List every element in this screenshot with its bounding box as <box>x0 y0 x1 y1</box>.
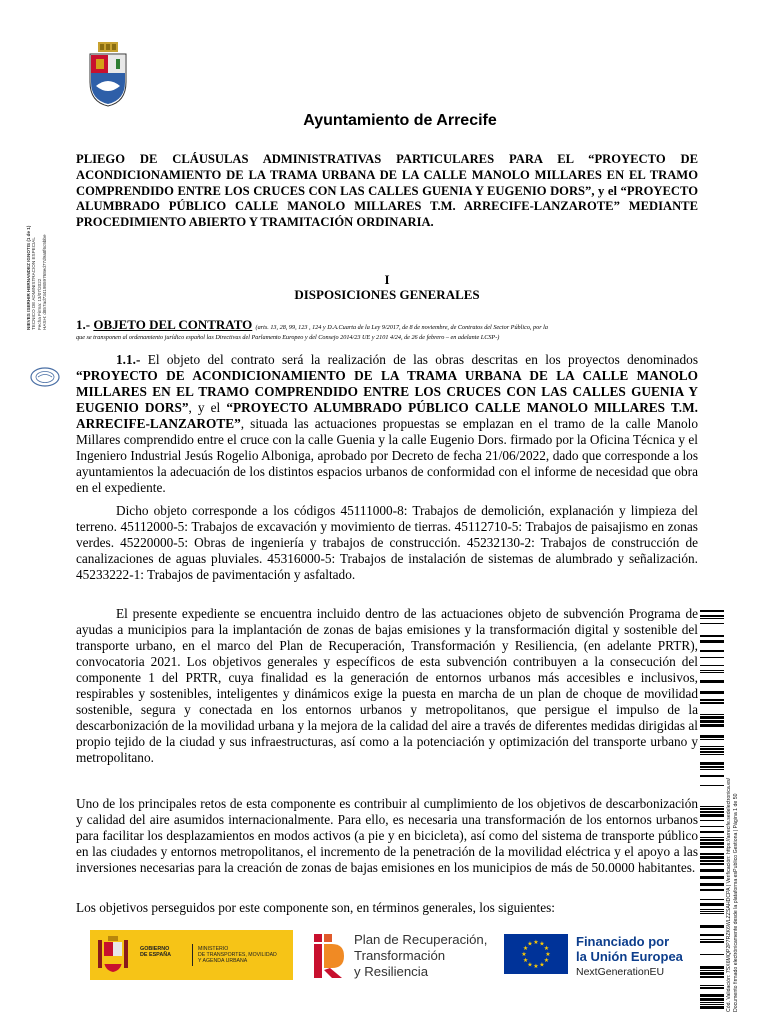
clause-legal-reference: (arts. 13, 28, 99, 123 , 124 y D.A.Cuarta de la Ley 9/2017, de 8 de noviembre, de Contratos del Sector Público, por la <box>255 324 548 331</box>
prtr-line: y Resiliencia <box>354 964 429 979</box>
min-line: Y AGENDA URBANA <box>198 958 248 965</box>
eu-flag-icon <box>504 934 568 974</box>
barcode-bar <box>700 702 724 704</box>
barcode-bar <box>700 899 724 900</box>
paragraph-objectives-intro: Los objetivos perseguidos por este componente son, en términos generales, los siguientes: <box>76 900 555 915</box>
eu-star-icon: ★ <box>521 952 527 958</box>
min-line: MINISTERIO <box>198 946 229 952</box>
eu-star-icon: ★ <box>533 940 539 946</box>
barcode-bar <box>700 808 724 810</box>
paragraph-number: 1.1.- <box>116 352 141 367</box>
validation-barcode <box>700 610 724 1012</box>
barcode-bar <box>700 831 724 833</box>
clause-title: OBJETO DEL CONTRATO <box>93 317 253 332</box>
divider <box>192 944 193 966</box>
eu-funding-logo <box>504 930 700 982</box>
arrecife-crest-icon <box>86 42 130 108</box>
barcode-bar <box>700 842 724 845</box>
prtr-line: Transformación <box>354 948 446 963</box>
project-name-1: “PROYECTO DE ACONDICIONAMIENTO DE LA TRAMA URBANA DE LA CALLE MANOLO MILLARES EN EL TRAMO COMPRENDIDO ENTRE LOS CRUCES CON LAS CALLES GUENIA Y EUGENIO DORS” <box>76 368 698 415</box>
barcode-bar <box>700 853 724 855</box>
barcode-bar <box>700 665 724 666</box>
barcode-bar <box>700 863 724 865</box>
section-title: DISPOSICIONES GENERALES <box>294 287 480 302</box>
eu-star-icon: ★ <box>533 964 539 970</box>
signature-seal-icon <box>29 366 61 388</box>
paragraph-text: , y el <box>188 400 227 415</box>
prtr-r-icon <box>312 932 348 980</box>
barcode-bar <box>700 998 724 1001</box>
paragraph-1-1 <box>76 352 698 496</box>
eu-star-icon: ★ <box>527 941 533 948</box>
barcode-bar <box>700 970 724 971</box>
barcode-bar <box>700 720 724 723</box>
validation-text <box>726 612 739 1012</box>
barcode-bar <box>700 623 724 624</box>
eu-star-icon: ★ <box>527 962 533 969</box>
barcode-bar <box>700 746 724 747</box>
barcode-bar <box>700 640 724 643</box>
stamp-line: HASH: d857ad73419859768ed77d9a8f6c5bbe <box>42 234 48 330</box>
barcode-bar <box>700 785 724 786</box>
clause-number: 1.- <box>76 317 91 332</box>
clause-heading <box>76 317 704 333</box>
barcode-bar <box>700 754 724 755</box>
barcode-bar <box>700 735 724 738</box>
barcode-bar <box>700 775 724 777</box>
eu-line: la Unión Europea <box>576 949 683 964</box>
barcode-bar <box>700 680 724 683</box>
barcode-bar <box>700 1006 724 1009</box>
paragraph-challenges: Uno de los principales retos de esta componente es contribuir al cumplimiento de los objetivos de descarbonización y calidad del aire asumidos internacionalmente. Para ello, es necesaria una transformación de los entornos urbanos para facilitar los desplazamientos en modos activos (a pie y en bicicleta), así como del sistema de transporte público en las ciudades y entornos metropolitanos, el incremento de la penetración de la movilidad eléctrica y el apoyo a las inversiones necesarias para la creación de zonas de bajas emisiones en los municipios de más de 50.0000 habitantes. <box>76 796 698 875</box>
barcode-bar <box>700 941 724 943</box>
barcode-bar <box>700 691 724 694</box>
barcode-bar <box>700 650 724 652</box>
barcode-bar <box>700 657 724 658</box>
paragraph-cpv-codes: Dicho objeto corresponde a los códigos 45111000-8: Trabajos de demolición, explanación y limpieza del terreno. 45112000-5: Trabajos de excavación y movimiento de tierras. 45112710-5: Trabajos de paisajismo en zonas verdes. 45220000-5: Obras de ingeniería y trabajos de construcción. 45232130-2: Trabajos de construcción de canalizaciones de aguas pluviales. 45316000-5: Trabajos de instalación de sistemas de alumbrado y señalización. 45233222-1: Trabajos de pavimentación y asfaltado. <box>76 503 698 582</box>
barcode-bar <box>700 806 724 807</box>
paragraph-text: El objeto del contrato será la realización de las obras descritas en los proyectos denominados <box>140 352 698 367</box>
gob-line: DE ESPAÑA <box>140 952 172 959</box>
barcode-bar <box>700 748 724 750</box>
barcode-bar <box>700 911 724 912</box>
funding-logos <box>90 930 700 982</box>
barcode-bar <box>700 856 724 859</box>
barcode-bar <box>700 618 724 619</box>
eu-star-icon: ★ <box>545 952 551 958</box>
barcode-bar <box>700 934 724 936</box>
barcode-bar <box>700 739 724 740</box>
section-number: I <box>384 272 390 287</box>
barcode-bar <box>700 925 724 928</box>
next-generation-label: NextGenerationEU <box>576 966 665 978</box>
barcode-bar <box>700 883 724 886</box>
prtr-logo <box>312 930 502 982</box>
signature-stamp <box>26 200 74 330</box>
barcode-bar <box>700 724 724 727</box>
barcode-bar <box>700 846 724 848</box>
validation-line: Documento firmado electrónicamente desde la plataforma esPublico Gestiona | Página 1 de 50 <box>732 793 739 1012</box>
barcode-bar <box>700 966 724 969</box>
document-title: PLIEGO DE CLÁUSULAS ADMINISTRATIVAS PARTICULARES PARA EL “PROYECTO DE ACONDICIONAMIENTO DE LA TRAMA URBANA DE LA CALLE MANOLO MILLARES EN EL TRAMO COMPRENDIDO ENTRE LOS CRUCES CON LAS CALLES GUENIA Y EUGENIO DORS”, y el “PROYECTO ALUMBRADO PÚBLICO CALLE MANOLO MILLARES T.M. ARRECIFE-LANZAROTE” MEDIANTE PROCEDIMIENTO ABIERTO Y TRAMITACIÓN ORDINARIA. <box>76 152 698 230</box>
barcode-bar <box>700 913 724 914</box>
barcode-bar <box>700 903 724 906</box>
barcode-bar <box>700 714 724 715</box>
stamp-line: NIEVES ISERHIR HERNANDEZ IGNOTIS (1 de 1) <box>26 225 31 330</box>
barcode-bar <box>700 976 724 978</box>
barcode-bar <box>700 985 724 986</box>
project-name-2: “PROYECTO ALUMBRADO PÚBLICO CALLE MANOLO MILLARES T.M. ARRECIFE-LANZAROTE” <box>76 400 698 431</box>
barcode-bar <box>700 615 724 617</box>
barcode-bar <box>700 909 724 910</box>
barcode-bar <box>700 972 724 975</box>
min-line: DE TRANSPORTES, MOVILIDAD <box>198 952 277 959</box>
spain-shield-icon <box>96 936 130 974</box>
barcode-bar <box>700 635 724 637</box>
barcode-bar <box>700 889 724 891</box>
stamp-line: TECNICO DE ADMINISTRACION ESPECIAL <box>31 237 37 330</box>
barcode-bar <box>700 954 724 955</box>
eu-star-icon: ★ <box>539 941 545 948</box>
barcode-bar <box>700 672 724 673</box>
barcode-bar <box>700 814 724 817</box>
barcode-bar <box>700 839 724 841</box>
barcode-bar <box>700 610 724 612</box>
barcode-bar <box>700 811 724 813</box>
barcode-bar <box>700 1002 724 1003</box>
validation-line: Cód. Validación: 7SX6MQP2P7RZK6WLZZSAHDCPA | Verificación: https://arrecife.sedelectronica.es/ <box>726 777 732 1012</box>
barcode-bar <box>700 751 724 753</box>
barcode-bar <box>700 1004 724 1005</box>
clause-legal-reference-cont: que se transponen al ordenamiento jurídico español las Directivas del Parlamento Europeo y del Consejo 2014/23 UE y 2101 4/24, de 26 de febrero – en adelante LCSP-) <box>76 334 500 341</box>
barcode-bar <box>700 837 724 838</box>
barcode-bar <box>700 670 724 671</box>
organization-name: Ayuntamiento de Arrecife <box>303 112 497 129</box>
eu-star-icon: ★ <box>522 946 529 952</box>
stamp-line: Fecha Firma: 13/07/2022 <box>36 278 42 330</box>
barcode-bar <box>700 699 724 701</box>
gobierno-label <box>140 946 171 958</box>
barcode-bar <box>700 987 724 989</box>
barcode-bar <box>700 716 724 719</box>
gob-line: GOBIERNO <box>140 946 170 952</box>
barcode-bar <box>700 766 724 768</box>
barcode-bar <box>700 876 724 879</box>
eu-star-icon: ★ <box>543 958 550 964</box>
ministerio-label <box>198 946 277 965</box>
gobierno-espana-logo <box>90 930 293 980</box>
eu-label <box>576 934 683 964</box>
paragraph-subsidy: El presente expediente se encuentra incluido dentro de las actuaciones objeto de subvención Programa de ayudas a municipios para la implantación de zonas de bajas emisiones y la transformación digital y sostenible del transporte urbano, en el marco del Plan de Recuperación, Transformación y Resiliencia, (en adelante PRTR), convocatoria 2021. Los objetivos generales y específicos de esta subvención contribuyen a la consecución del componente 1 del PRTR, cuya finalidad es la generación de entornos urbanos más accesibles e inclusivos, respirables y sostenibles, inteligentes y dinámicos exige la puesta en marcha de un plan de choque de movilidad sostenible, segura y conectada en los entornos urbanos y metropolitanos, que persigue el impulso de la descarbonización de la movilidad urbana y la mejora de la calidad del aire a través de diferentes medidas dirigidas al propio tejido de la ciudad y sus infraestructuras, así como a la potenciación y optimización del transporte urbano y metropolitano. <box>76 606 698 765</box>
eu-star-icon: ★ <box>543 946 550 952</box>
barcode-bar <box>700 994 724 997</box>
barcode-bar <box>700 826 724 827</box>
eu-star-icon: ★ <box>522 958 529 964</box>
barcode-bar <box>700 869 724 872</box>
eu-line: Financiado por <box>576 934 670 949</box>
barcode-bar <box>700 939 724 940</box>
prtr-line: Plan de Recuperación, <box>354 932 488 947</box>
barcode-bar <box>700 762 724 765</box>
barcode-bar <box>700 820 724 821</box>
eu-star-icon: ★ <box>539 962 545 969</box>
paragraph-text: , situada las actuaciones propuestas se emplazan en el tramo de la calle Manolo Millares comprendido entre el cruce con la calle Guenia y la calle Eugenio Dors. firmado por la Oficina Técnica y el Ingeniero Industrial Jesús Rogelio Alboniga, aprobado por Decreto de fecha 21/06/2022, dado que corresponde a los ayuntamientos la adecuación de los distintos espacios urbanos de conformidad con el informe de necesidad que obra en el expediente. <box>76 416 698 495</box>
barcode-bar <box>700 860 724 862</box>
barcode-bar <box>700 769 724 770</box>
